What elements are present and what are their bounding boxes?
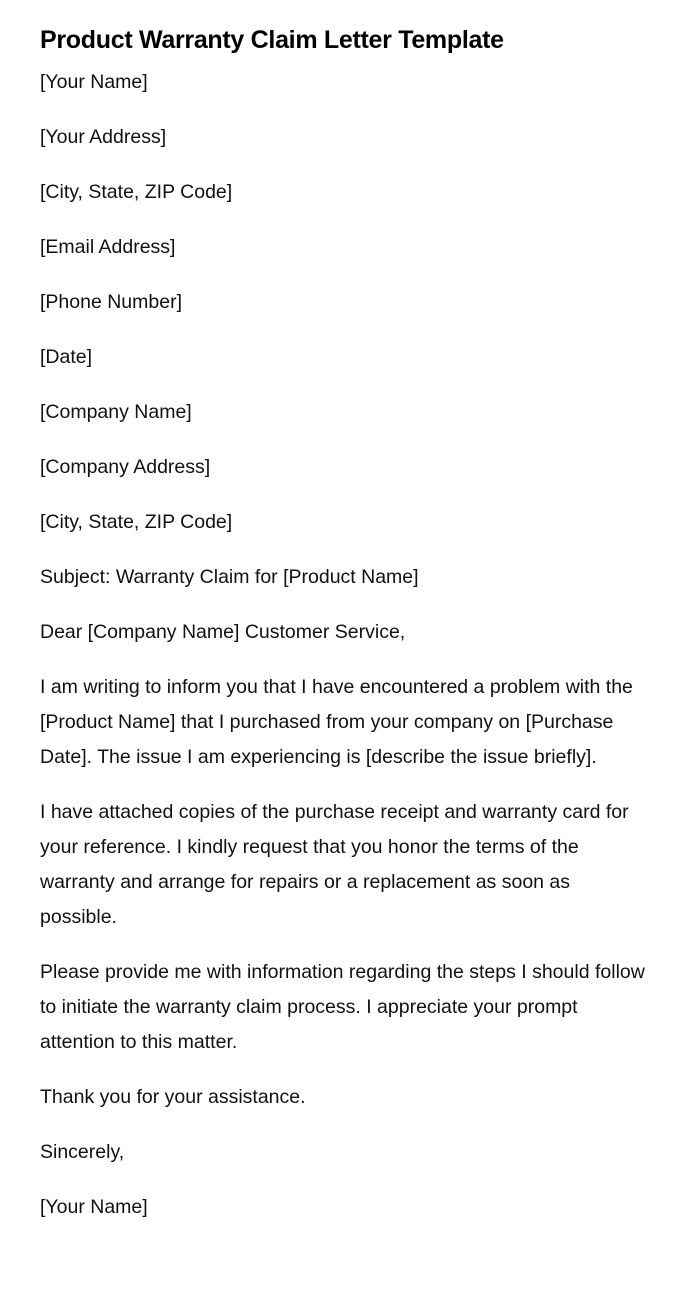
sender-name: [Your Name]	[40, 71, 148, 93]
signature-name: [Your Name]	[40, 1196, 148, 1218]
subject-line: Subject: Warranty Claim for [Product Name]	[40, 566, 419, 588]
salutation: Dear [Company Name] Customer Service,	[40, 621, 406, 643]
sender-email: [Email Address]	[40, 236, 176, 258]
sender-phone: [Phone Number]	[40, 291, 182, 313]
body-paragraph: I have attached copies of the purchase receipt and warranty card for your reference. I kindly request that you honor the terms of the warranty and arrange for repairs or a replacement as soon as possible.	[40, 801, 629, 928]
thanks-line: Thank you for your assistance.	[40, 1086, 306, 1108]
sender-address: [Your Address]	[40, 126, 167, 148]
recipient-city-state-zip: [City, State, ZIP Code]	[40, 511, 233, 533]
closing: Sincerely,	[40, 1141, 125, 1163]
body-paragraph: I am writing to inform you that I have encountered a problem with the [Product Name] that I purchased from your company on [Purchase Date]. The issue I am experiencing is [describe the issue briefly].	[40, 676, 633, 768]
body-paragraph: Please provide me with information regarding the steps I should follow to initiate the warranty claim process. I appreciate your prompt attention to this matter.	[40, 961, 645, 1053]
document-title: Product Warranty Claim Letter Template	[40, 26, 504, 54]
recipient-company-name: [Company Name]	[40, 401, 192, 423]
recipient-company-address: [Company Address]	[40, 456, 211, 478]
letter-date: [Date]	[40, 346, 93, 368]
sender-city-state-zip: [City, State, ZIP Code]	[40, 181, 233, 203]
